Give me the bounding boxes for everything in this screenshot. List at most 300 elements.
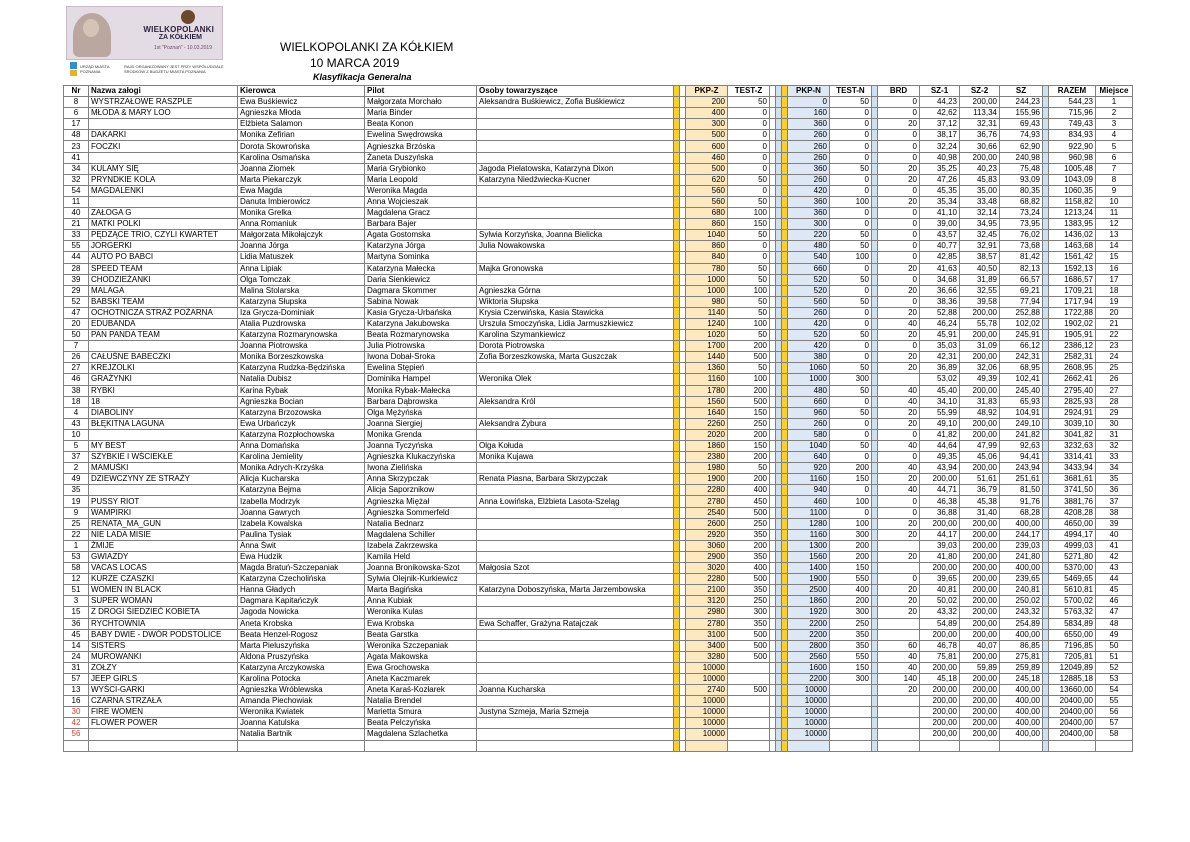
row-pkpn: 1300 (788, 540, 830, 551)
row-testn: 0 (830, 452, 872, 463)
row-testn: 0 (830, 418, 872, 429)
row-driver: Karolina Jemielity (238, 452, 365, 463)
row-companions (477, 629, 674, 640)
row-pilot: Agnieszka Brzóska (365, 141, 477, 152)
row-pilot: Joanna Tyczyńska (365, 441, 477, 452)
row-place: 2 (1096, 108, 1133, 119)
row-pilot: Anna Skrzypczak (365, 474, 477, 485)
row-testz: 100 (728, 374, 770, 385)
row-nr: 54 (64, 185, 89, 196)
row-sz1: 35,03 (920, 341, 960, 352)
row-testn: 0 (830, 174, 872, 185)
table-row (64, 141, 1133, 152)
row-sz: 69,21 (1000, 285, 1043, 296)
row-nr: 53 (64, 551, 89, 562)
row-total: 1463,68 (1049, 241, 1096, 252)
row-companions (477, 152, 674, 163)
row-sz1: 47,26 (920, 174, 960, 185)
row-total: 1905,91 (1049, 330, 1096, 341)
row-companions (477, 196, 674, 207)
row-pkpz: 1240 (686, 318, 728, 329)
row-companions: Aleksandra Buśkiewicz, Zofia Buśkiewicz (477, 97, 674, 108)
table-row (64, 429, 1133, 440)
row-driver: Izabela Kowalska (238, 518, 365, 529)
row-sz2: 35,00 (960, 185, 1000, 196)
row-place: 24 (1096, 352, 1133, 363)
row-brd: 40 (878, 463, 920, 474)
row-sz2: 200,00 (960, 629, 1000, 640)
table-row (64, 718, 1133, 729)
row-pilot: Julia Piotrowska (365, 341, 477, 352)
row-brd: 0 (878, 241, 920, 252)
row-brd: 140 (878, 673, 920, 684)
row-sz1: 35,34 (920, 196, 960, 207)
row-testz: 250 (728, 596, 770, 607)
row-place: 40 (1096, 529, 1133, 540)
row-place: 7 (1096, 163, 1133, 174)
row-driver: Jagoda Nowicka (238, 607, 365, 618)
row-sz2: 200,00 (960, 529, 1000, 540)
row-nr: 19 (64, 496, 89, 507)
row-pkpn: 260 (788, 418, 830, 429)
row-nr: 6 (64, 108, 89, 119)
row-total: 922,90 (1049, 141, 1096, 152)
table-row (64, 152, 1133, 163)
row-place: 3 (1096, 119, 1133, 130)
empty-cell (238, 740, 365, 751)
row-pkpz: 400 (686, 108, 728, 119)
row-companions: Ewa Schaffer, Grażyna Ratajczak (477, 618, 674, 629)
row-driver: Agnieszka Bocian (238, 396, 365, 407)
row-place: 4 (1096, 130, 1133, 141)
row-brd: 0 (878, 230, 920, 241)
row-testn: 0 (830, 352, 872, 363)
row-sz1: 40,77 (920, 241, 960, 252)
row-testn (830, 718, 872, 729)
row-sz1: 34,10 (920, 396, 960, 407)
row-brd: 20 (878, 418, 920, 429)
row-testn: 50 (830, 407, 872, 418)
row-team: PAN PANDA TEAM (89, 330, 238, 341)
row-sz: 252,88 (1000, 307, 1043, 318)
row-testz: 0 (728, 152, 770, 163)
row-brd (878, 374, 920, 385)
row-team: CAŁUŚNE BABECZKI (89, 352, 238, 363)
row-place: 46 (1096, 596, 1133, 607)
row-total: 1158,82 (1049, 196, 1096, 207)
row-sz2: 200,00 (960, 685, 1000, 696)
row-sz: 74,93 (1000, 130, 1043, 141)
row-place: 53 (1096, 673, 1133, 684)
row-sz1: 38,36 (920, 296, 960, 307)
row-driver: Natalia Dubisz (238, 374, 365, 385)
row-pkpn: 1560 (788, 551, 830, 562)
table-row (64, 629, 1133, 640)
row-pkpz: 2280 (686, 574, 728, 585)
row-sz2: 200,00 (960, 563, 1000, 574)
row-companions (477, 108, 674, 119)
row-pkpz: 2780 (686, 496, 728, 507)
row-nr: 22 (64, 529, 89, 540)
row-total: 3232,63 (1049, 441, 1096, 452)
row-brd: 0 (878, 429, 920, 440)
row-sz1: 53,02 (920, 374, 960, 385)
row-driver: Marta Piekarczyk (238, 174, 365, 185)
row-place: 37 (1096, 496, 1133, 507)
row-brd: 0 (878, 108, 920, 119)
row-team (89, 485, 238, 496)
row-sz2: 32,91 (960, 241, 1000, 252)
row-driver: Beata Henzel-Rogosz (238, 629, 365, 640)
row-driver: Katarzyna Arczykowska (238, 662, 365, 673)
row-driver: Marta Pieluszyńska (238, 640, 365, 651)
row-nr: 30 (64, 707, 89, 718)
table-header-row (64, 86, 1133, 97)
row-nr: 34 (64, 163, 89, 174)
row-pkpz: 2920 (686, 529, 728, 540)
row-team: 18 (89, 396, 238, 407)
row-team: CHODZIEŻANKI (89, 274, 238, 285)
row-sz: 400,00 (1000, 629, 1043, 640)
row-nr: 26 (64, 352, 89, 363)
row-pkpn: 260 (788, 307, 830, 318)
row-testn: 0 (830, 396, 872, 407)
row-pkpn: 1860 (788, 596, 830, 607)
row-brd: 20 (878, 285, 920, 296)
row-testn: 100 (830, 196, 872, 207)
row-place: 27 (1096, 385, 1133, 396)
row-nr: 49 (64, 474, 89, 485)
col-nr: Nr (64, 86, 89, 97)
row-testn: 0 (830, 141, 872, 152)
row-driver: Karolina Osmańska (238, 152, 365, 163)
row-driver: Katarzyna Czecholińska (238, 574, 365, 585)
row-pkpz: 2100 (686, 585, 728, 596)
row-driver: Aneta Krobska (238, 618, 365, 629)
row-companions: Anna Łowińska, Elżbieta Lasota-Szeląg (477, 496, 674, 507)
row-sz1: 200,00 (920, 474, 960, 485)
row-driver: Karolina Potocka (238, 673, 365, 684)
row-sz1: 46,38 (920, 496, 960, 507)
row-pilot: Izabela Zakrzewska (365, 540, 477, 551)
row-sz2: 51,61 (960, 474, 1000, 485)
row-total: 5763,32 (1049, 607, 1096, 618)
row-sz2: 200,00 (960, 696, 1000, 707)
row-sz: 245,40 (1000, 385, 1043, 396)
row-testz: 450 (728, 496, 770, 507)
row-team: SISTERS (89, 640, 238, 651)
row-sz2: 200,00 (960, 574, 1000, 585)
row-pkpz: 2380 (686, 452, 728, 463)
row-pilot: Olga Mężyńska (365, 407, 477, 418)
row-driver: Joanna Ziomek (238, 163, 365, 174)
row-pkpz: 1780 (686, 385, 728, 396)
row-nr: 33 (64, 230, 89, 241)
row-testn: 350 (830, 640, 872, 651)
row-companions: Dorota Piotrowska (477, 341, 674, 352)
row-nr: 57 (64, 673, 89, 684)
row-companions (477, 529, 674, 540)
row-pkpn: 300 (788, 219, 830, 230)
row-place: 22 (1096, 330, 1133, 341)
row-testn: 100 (830, 518, 872, 529)
row-pilot: Ewa Grochowska (365, 662, 477, 673)
row-nr: 35 (64, 485, 89, 496)
row-team: SUPER WOMAN (89, 596, 238, 607)
col-sz2: SZ-2 (960, 86, 1000, 97)
row-place: 51 (1096, 651, 1133, 662)
row-sz1: 45,35 (920, 185, 960, 196)
row-pilot: Alicja Saporznikow (365, 485, 477, 496)
row-nr: 40 (64, 208, 89, 219)
empty-cell (960, 740, 1000, 751)
row-nr: 31 (64, 662, 89, 673)
row-pilot: Agnieszka Klukaczyńska (365, 452, 477, 463)
row-sz: 259,89 (1000, 662, 1043, 673)
row-brd: 0 (878, 185, 920, 196)
table-row (64, 673, 1133, 684)
row-total: 5370,00 (1049, 563, 1096, 574)
row-sz: 245,18 (1000, 673, 1043, 684)
table-row (64, 385, 1133, 396)
row-sz2: 31,89 (960, 274, 1000, 285)
row-testn: 50 (830, 274, 872, 285)
row-pkpz: 1860 (686, 441, 728, 452)
row-total: 544,23 (1049, 97, 1096, 108)
sponsor-text-2: RAJD ORGANIZOWANY JEST PRZY WSPÓŁUDZIALE ŚRODKÓW Z BUDŻETU MIASTA POZNANIA (124, 64, 224, 74)
row-total: 1561,42 (1049, 252, 1096, 263)
table-row (64, 119, 1133, 130)
row-companions (477, 574, 674, 585)
row-total: 12885,18 (1049, 673, 1096, 684)
row-team: EDUBANDA (89, 318, 238, 329)
row-place: 41 (1096, 540, 1133, 551)
row-pkpn: 1280 (788, 518, 830, 529)
row-nr: 17 (64, 119, 89, 130)
row-sz2: 200,00 (960, 551, 1000, 562)
row-testz (728, 707, 770, 718)
row-pkpz: 10000 (686, 718, 728, 729)
row-total: 5610,81 (1049, 585, 1096, 596)
row-companions: Renata Piasna, Barbara Skrzypczak (477, 474, 674, 485)
row-pilot: Anna Wojcieszak (365, 196, 477, 207)
row-companions: Aleksandra Król (477, 396, 674, 407)
row-companions: Katarzyna Doboszyńska, Marta Jarzembowska (477, 585, 674, 596)
row-pkpz: 200 (686, 97, 728, 108)
row-total: 1722,88 (1049, 307, 1096, 318)
row-nr: 36 (64, 618, 89, 629)
row-pkpn: 640 (788, 452, 830, 463)
row-testz: 250 (728, 418, 770, 429)
col-sz: SZ (1000, 86, 1043, 97)
table-row (64, 307, 1133, 318)
row-pkpn: 360 (788, 208, 830, 219)
row-pilot: Monika Grenda (365, 429, 477, 440)
row-brd (878, 618, 920, 629)
city-logo-icon (70, 62, 77, 69)
table-row (64, 685, 1133, 696)
row-place: 43 (1096, 563, 1133, 574)
row-nr: 50 (64, 330, 89, 341)
row-sz1: 39,65 (920, 574, 960, 585)
row-nr: 11 (64, 196, 89, 207)
row-pkpz: 620 (686, 174, 728, 185)
row-pkpz: 1640 (686, 407, 728, 418)
row-brd: 40 (878, 385, 920, 396)
row-nr: 5 (64, 441, 89, 452)
row-team: SPEED TEAM (89, 263, 238, 274)
row-team (89, 429, 238, 440)
row-pilot: Dagmara Skommer (365, 285, 477, 296)
row-driver: Amanda Piechowiak (238, 696, 365, 707)
row-testz: 350 (728, 585, 770, 596)
row-pkpn: 1100 (788, 507, 830, 518)
row-brd: 20 (878, 529, 920, 540)
row-sz: 73,68 (1000, 241, 1043, 252)
row-team: WYSTRZAŁOWE RASZPLE (89, 97, 238, 108)
row-nr: 51 (64, 585, 89, 596)
row-total: 4650,00 (1049, 518, 1096, 529)
table-row (64, 662, 1133, 673)
row-place: 1 (1096, 97, 1133, 108)
row-sz2: 200,00 (960, 618, 1000, 629)
row-pkpz: 560 (686, 196, 728, 207)
row-place: 58 (1096, 729, 1133, 740)
row-testz: 200 (728, 474, 770, 485)
row-driver: Małgorzata Mikołajczyk (238, 230, 365, 241)
row-brd: 20 (878, 685, 920, 696)
row-pkpz: 3020 (686, 563, 728, 574)
row-pkpz: 2280 (686, 485, 728, 496)
row-testz: 500 (728, 629, 770, 640)
row-place: 13 (1096, 230, 1133, 241)
table-row (64, 296, 1133, 307)
row-sz: 65,93 (1000, 396, 1043, 407)
row-brd: 0 (878, 507, 920, 518)
row-pkpn: 160 (788, 108, 830, 119)
row-total: 4208,28 (1049, 507, 1096, 518)
row-testn: 100 (830, 252, 872, 263)
row-team: JORGERKI (89, 241, 238, 252)
row-sz2: 40,07 (960, 640, 1000, 651)
row-total: 5700,02 (1049, 596, 1096, 607)
row-testn: 0 (830, 307, 872, 318)
row-testz: 50 (728, 330, 770, 341)
row-testz: 0 (728, 163, 770, 174)
row-sz1: 40,81 (920, 585, 960, 596)
row-total: 3881,76 (1049, 496, 1096, 507)
row-testn: 0 (830, 341, 872, 352)
row-pkpn: 10000 (788, 718, 830, 729)
row-sz1: 50,02 (920, 596, 960, 607)
row-driver: Dagmara Kapitańczyk (238, 596, 365, 607)
row-pkpz: 1900 (686, 474, 728, 485)
row-place: 55 (1096, 696, 1133, 707)
row-pilot: Anna Kubiak (365, 596, 477, 607)
logo-text-1: WIELKOPOLANKI (143, 25, 214, 34)
row-brd: 0 (878, 452, 920, 463)
row-testn: 150 (830, 662, 872, 673)
row-nr: 4 (64, 407, 89, 418)
table-row (64, 418, 1133, 429)
row-nr: 9 (64, 507, 89, 518)
row-companions (477, 363, 674, 374)
row-sz: 93,09 (1000, 174, 1043, 185)
row-pkpn: 480 (788, 385, 830, 396)
row-sz: 75,48 (1000, 163, 1043, 174)
row-nr: 52 (64, 296, 89, 307)
row-nr: 10 (64, 429, 89, 440)
table-row (64, 507, 1133, 518)
row-brd (878, 563, 920, 574)
row-testn: 0 (830, 219, 872, 230)
col-pkpz: PKP-Z (686, 86, 728, 97)
face-illustration (83, 19, 99, 37)
empty-cell (728, 740, 770, 751)
row-testz: 100 (728, 318, 770, 329)
row-sz1: 39,00 (920, 219, 960, 230)
logo-text-3: 1st "Poznań" - 10.03.2019 (153, 45, 212, 51)
row-testn: 250 (830, 618, 872, 629)
row-testn (830, 696, 872, 707)
row-pkpz: 980 (686, 296, 728, 307)
row-companions (477, 252, 674, 263)
row-total: 2825,93 (1049, 396, 1096, 407)
row-testn: 200 (830, 551, 872, 562)
row-driver: Ewa Buśkiewicz (238, 97, 365, 108)
empty-cell (1000, 740, 1043, 751)
row-place: 54 (1096, 685, 1133, 696)
row-sz2: 200,00 (960, 418, 1000, 429)
row-driver: Agnieszka Młoda (238, 108, 365, 119)
row-place: 21 (1096, 318, 1133, 329)
row-sz2: 32,55 (960, 285, 1000, 296)
row-pilot: Natalia Bednarz (365, 518, 477, 529)
row-testn: 150 (830, 474, 872, 485)
row-brd: 20 (878, 352, 920, 363)
row-testz: 500 (728, 685, 770, 696)
row-team: RENATA_MA_GUN (89, 518, 238, 529)
row-brd: 20 (878, 119, 920, 130)
row-brd: 0 (878, 152, 920, 163)
row-driver: Anna Świt (238, 540, 365, 551)
row-sz1: 41,63 (920, 263, 960, 274)
row-sz1: 36,88 (920, 507, 960, 518)
row-pkpn: 260 (788, 141, 830, 152)
row-testn: 0 (830, 263, 872, 274)
row-team: ZOŁZY (89, 662, 238, 673)
row-sz: 240,81 (1000, 585, 1043, 596)
row-brd: 20 (878, 407, 920, 418)
empty-cell (64, 740, 89, 751)
row-team: WAMPIRKI (89, 507, 238, 518)
row-pkpn: 660 (788, 263, 830, 274)
row-testn: 200 (830, 540, 872, 551)
row-sz2: 200,00 (960, 97, 1000, 108)
row-team: FLOWER POWER (89, 718, 238, 729)
row-brd: 20 (878, 263, 920, 274)
row-sz1: 200,00 (920, 707, 960, 718)
row-pilot: Katarzyna Małecka (365, 263, 477, 274)
row-pkpn: 520 (788, 274, 830, 285)
row-sz1: 38,17 (920, 130, 960, 141)
row-pilot: Maria Leopold (365, 174, 477, 185)
row-team: PUSSY RIOT (89, 496, 238, 507)
row-testz: 400 (728, 563, 770, 574)
row-team: GWIAZDY (89, 551, 238, 562)
row-brd: 0 (878, 97, 920, 108)
row-pkpn: 960 (788, 407, 830, 418)
